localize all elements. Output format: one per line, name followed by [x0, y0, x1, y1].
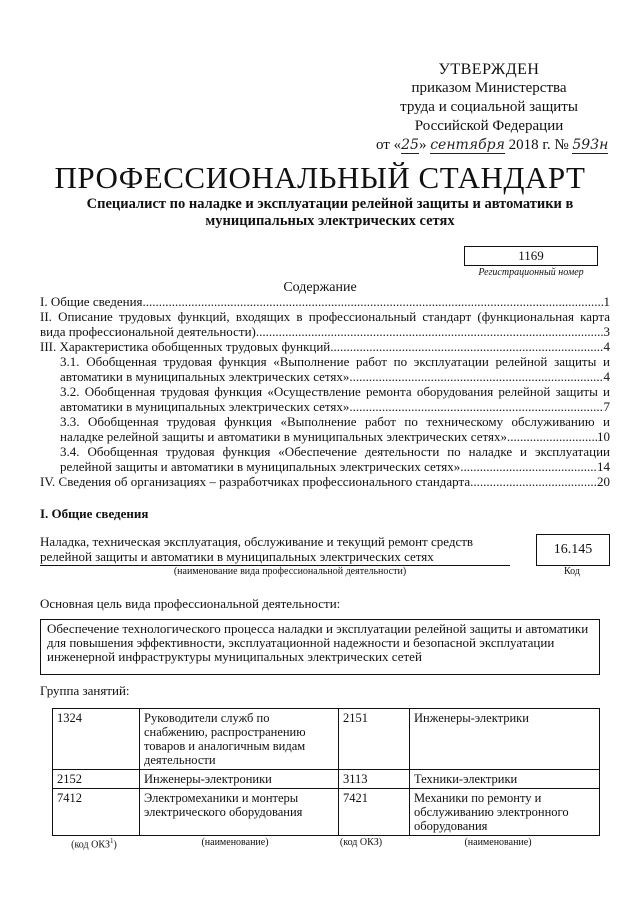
table-cell: 2151: [339, 709, 410, 770]
approval-line-1: приказом Министерства: [411, 80, 567, 96]
table-cell: Электромеханики и монтеры электрического оборудования: [140, 789, 339, 836]
handwritten-day: 25: [401, 137, 419, 153]
table-cell: 2152: [53, 770, 140, 789]
activity-code-box: 16.145: [536, 534, 610, 566]
toc-item-3-4[interactable]: 3.4. Обобщенная трудовая функция «Обеспечение деятельности по наладке и эксплуатации релейной защиты и автоматики в муниципальных электрических сетях» ..... 14: [40, 444, 610, 474]
table-cell: Механики по ремонту и обслуживанию электронного оборудования: [410, 789, 600, 836]
table-cell: Техники-электрики: [410, 770, 600, 789]
code-caption: Код: [564, 566, 580, 577]
approval-line-3: Российской Федерации: [414, 118, 564, 134]
approval-date-line: от «25» сентября 2018 г. № 593н: [376, 137, 609, 153]
caption-okz-code: (код ОКЗ$^1$): [71, 837, 117, 851]
footnote-mark: 1: [110, 837, 114, 845]
approval-heading: УТВЕРЖДЕН: [438, 61, 540, 78]
goal-box: Обеспечение технологического процесса наладки и эксплуатации релейной защиты и автоматики для повышения эффективности, эксплуатационной надежности и безопасной эксплуатации инженерной инфраструктуры муниципальных электрических сетей: [40, 619, 600, 675]
toc-item-4[interactable]: IV. Сведения об организациях – разработчиках профессионального стандарта ..... 20: [40, 474, 610, 489]
toc-item-3-2[interactable]: 3.2. Обобщенная трудовая функция «Осуществление ремонта оборудования релейной защиты и автоматики в муниципальных электрических сетях» ..... 7: [40, 384, 610, 414]
caption-name: (наименование): [201, 837, 269, 848]
toc-item-3[interactable]: III. Характеристика обобщенных трудовых функций ..... 4: [40, 339, 610, 354]
toc-item-3-1[interactable]: 3.1. Обобщенная трудовая функция «Выполнение работ по эксплуатации релейной защиты и автоматики в муниципальных электрических сетях» ..... 4: [40, 354, 610, 384]
handwritten-order-number: 593н: [572, 137, 609, 153]
table-cell: 3113: [339, 770, 410, 789]
group-label: Группа занятий:: [40, 683, 130, 698]
toc-item-2[interactable]: II. Описание трудовых функций, входящих в профессиональный стандарт (функциональная карта вида профессиональной деятельности) ..... 3: [40, 309, 610, 339]
toc-item-1[interactable]: I. Общие сведения ..... 1: [40, 294, 610, 309]
handwritten-month: сентября: [430, 137, 505, 153]
registration-number-box: 1169: [464, 246, 598, 266]
table-row: [53, 770, 600, 789]
table-cell: Инженеры-электроники: [140, 770, 339, 789]
activity-name: Наладка, техническая эксплуатация, обслуживание и текущий ремонт средств релейной защиты и автоматики в муниципальных электрических сетях: [40, 534, 510, 566]
document-title: ПРОФЕССИОНАЛЬНЫЙ СТАНДАРТ: [54, 160, 586, 195]
table-cell: Руководители служб по снабжению, распространению товаров и аналогичным видам деятельности: [140, 709, 339, 770]
goal-label: Основная цель вида профессиональной деятельности:: [40, 596, 341, 611]
approval-block: [376, 60, 609, 155]
table-cell: 7412: [53, 789, 140, 836]
activity-caption: (наименование вида профессиональной деятельности): [173, 566, 407, 577]
table-cell: 7421: [339, 789, 410, 836]
caption-okz-code-2: (код ОКЗ): [339, 837, 383, 848]
table-row: [53, 709, 600, 770]
table-cell: 1324: [53, 709, 140, 770]
toc-item-3-3[interactable]: 3.3. Обобщенная трудовая функция «Выполнение работ по техническому обслуживанию и наладке релейной защиты и автоматики в муниципальных электрических сетях» ..... 10: [40, 414, 610, 444]
occupations-table: [52, 708, 600, 836]
table-row: [53, 789, 600, 836]
document-subtitle: Специалист по наладке и эксплуатации релейной защиты и автоматики в муниципальных электрических сетях: [86, 196, 574, 229]
approval-line-2: труда и социальной защиты: [400, 99, 578, 115]
caption-name-2: (наименование): [464, 837, 532, 848]
toc-title: Содержание: [283, 280, 357, 295]
registration-caption: Регистрационный номер: [478, 267, 584, 278]
section-heading: I. Общие сведения: [40, 506, 149, 521]
table-of-contents: [40, 294, 610, 489]
table-cell: Инженеры-электрики: [410, 709, 600, 770]
